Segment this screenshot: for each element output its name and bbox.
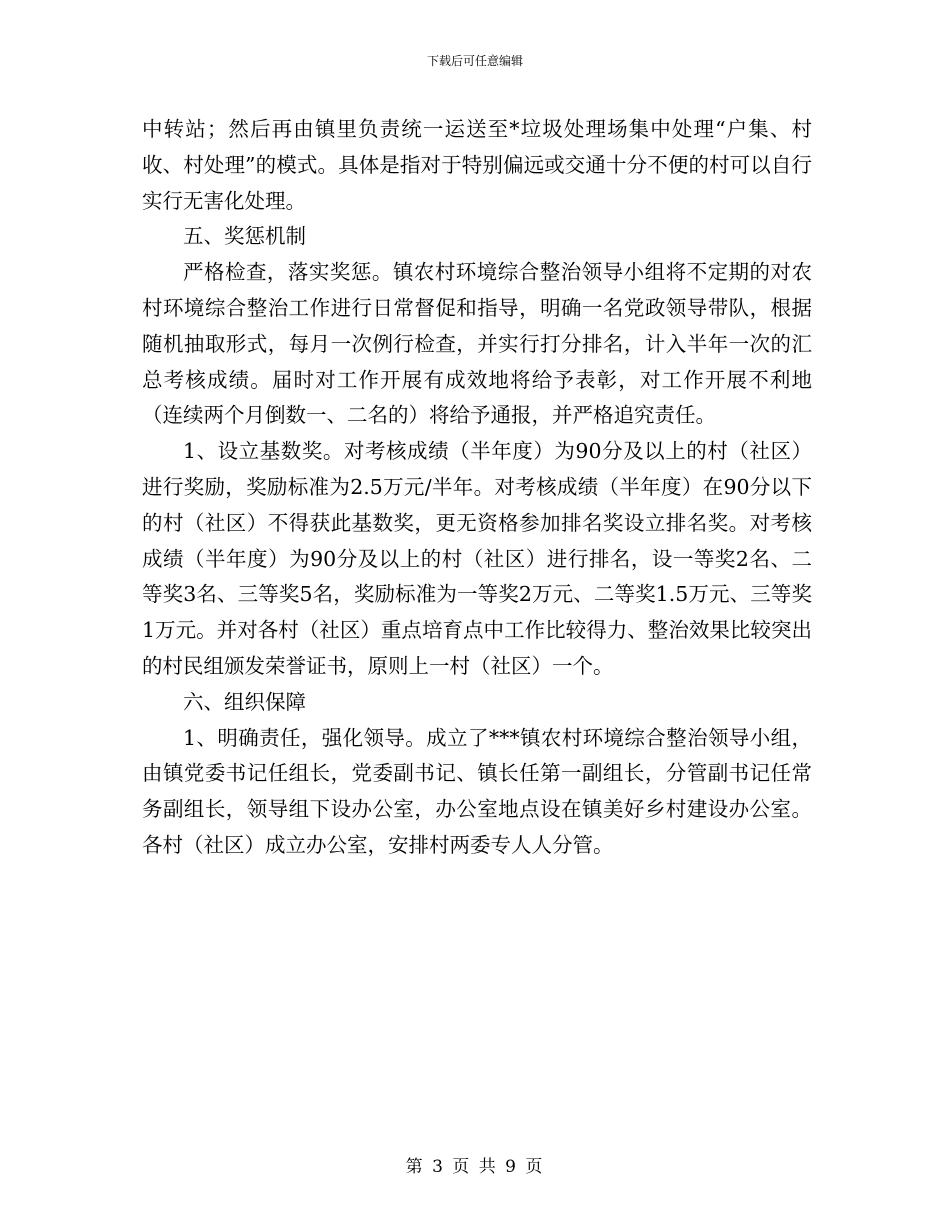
heading-organization-guarantee: 六、组织保障 <box>183 689 306 714</box>
paragraph-strict-inspection: 严格检查，落实奖惩。镇农村环境综合整治领导小组将不定期的对农村环境综合整治工作进行日常督促和指导，明确一名党政领导带队，根据随机抽取形式，每月一次例行检查，并实行打分排名，计入半年一次的汇总考核成绩。届时对工作开展有成效地将给予表彰，对工作开展不利地（连续两个月倒数一、二名的）将给予通报，并严格追究责任。 <box>142 260 812 428</box>
heading-reward-punishment: 五、奖惩机制 <box>183 224 306 249</box>
page-header-note: 下载后可任意编辑 <box>426 54 523 68</box>
document-body <box>142 112 812 864</box>
page-number: 第 3 页 共 9 页 <box>405 1157 545 1177</box>
paragraph-base-reward: 1、设立基数奖。对考核成绩（半年度）为90分及以上的村（社区）进行奖励，奖励标准为2.5万元/半年。对考核成绩（半年度）在90分以下的村（社区）不得获此基数奖，更无资格参加排名奖设立排名奖。对考核成绩（半年度）为90分及以上的村（社区）进行排名，设一等奖2名、二等奖3名、三等奖5名，奖励标准为一等奖2万元、二等奖1.5万元、三等奖1万元。并对各村（社区）重点培育点中工作比较得力、整治效果比较突出的村民组颁发荣誉证书，原则上一村（社区）一个。 <box>142 439 812 678</box>
paragraph-clear-responsibility: 1、明确责任，强化领导。成立了***镇农村环境综合整治领导小组，由镇党委书记任组长，党委副书记、镇长任第一副组长，分管副书记任常务副组长，领导组下设办公室，办公室地点设在镇美好乡村建设办公室。各村（社区）成立办公室，安排村两委专人人分管。 <box>142 725 812 857</box>
paragraph-transfer-station: 中转站；然后再由镇里负责统一运送至*垃圾处理场集中处理“户集、村收、村处理”的模式。具体是指对于特别偏远或交通十分不便的村可以自行实行无害化处理。 <box>142 117 812 213</box>
